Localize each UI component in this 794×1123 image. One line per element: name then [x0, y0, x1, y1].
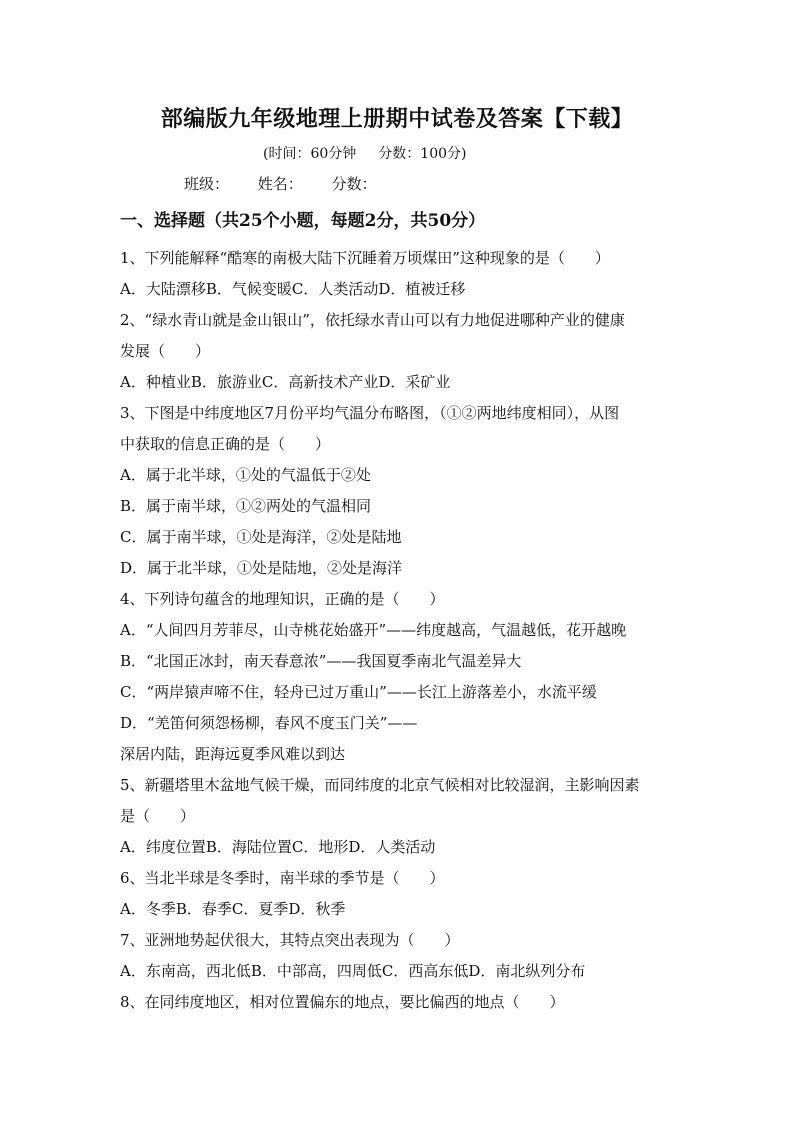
text-line: 8、在同纬度地区，相对位置偏东的地点，要比偏西的地点（ ）	[120, 993, 565, 1011]
exam-meta	[263, 144, 466, 164]
text-line: A．大陆漂移B．气候变暖C．人类活动D．植被迁移	[120, 280, 466, 298]
text-line: A．东南高，西北低B．中部高，四周低C．西高东低D．南北纵列分布	[120, 962, 586, 980]
text-line: A．种植业B．旅游业C．高新技术产业D．采矿业	[120, 373, 451, 391]
name-label: 姓名：	[257, 175, 303, 193]
text-line: A．纬度位置B．海陆位置C．地形D．人类活动	[120, 838, 436, 856]
text-line: A．“人间四月芳菲尽，山寺桃花始盛开”——纬度越高，气温越低，花开越晚	[120, 621, 627, 639]
text-line: 是（ ）	[120, 807, 196, 825]
score-label: 分数：100分)	[378, 146, 467, 162]
text-line: 3、下图是中纬度地区7月份平均气温分布略图，（①②两地纬度相同），从图	[120, 404, 620, 422]
text-line: 7、亚洲地势起伏很大，其特点突出表现为（ ）	[120, 931, 460, 949]
time-label: (时间：60分钟	[263, 146, 357, 162]
text-line: A．冬季B．春季C．夏季D．秋季	[120, 900, 346, 918]
section-heading: 一、选择题（共25个小题，每题2分，共50分）	[120, 211, 486, 231]
page-title: 部编版九年级地理上册期中试卷及答案【下载】	[160, 106, 634, 132]
text-line: 2、“绿水青山就是金山银山”，依托绿水青山可以有力地促进哪种产业的健康	[120, 311, 625, 329]
text-line: D．属于北半球，①处是陆地，②处是海洋	[120, 559, 403, 577]
text-line: 5、新疆塔里木盆地气候干燥，而同纬度的北京气候相对比较湿润，主影响因素	[120, 776, 640, 794]
text-line: 发展（ ）	[120, 342, 211, 360]
text-line: B．属于南半球，①②两处的气温相同	[120, 497, 372, 515]
text-line: 1、下列能解释“酷寒的南极大陆下沉睡着万顷煤田”这种现象的是（ ）	[120, 249, 610, 267]
text-line: A．属于北半球，①处的气温低于②处	[120, 466, 371, 484]
text-line: C．属于南半球，①处是海洋，②处是陆地	[120, 528, 402, 546]
text-line: D．“羌笛何须怨杨柳，春风不度玉门关”——	[120, 714, 418, 732]
text-line: 6、当北半球是冬季时，南半球的季节是（ ）	[120, 869, 445, 887]
student-info	[184, 174, 401, 194]
question-list	[120, 243, 680, 1018]
score-field-label: 分数：	[331, 175, 377, 193]
text-line: 中获取的信息正确的是（ ）	[120, 435, 331, 453]
text-line: 4、下列诗句蕴含的地理知识，正确的是（ ）	[120, 590, 445, 608]
class-label: 班级：	[184, 175, 230, 193]
text-line: B．“北国正冰封，南天春意浓”——我国夏季南北气温差异大	[120, 652, 522, 670]
text-line: C．“两岸猿声啼不住，轻舟已过万重山”——长江上游落差小，水流平缓	[120, 683, 597, 701]
text-line: 深居内陆，距海远夏季风难以到达	[120, 745, 346, 763]
